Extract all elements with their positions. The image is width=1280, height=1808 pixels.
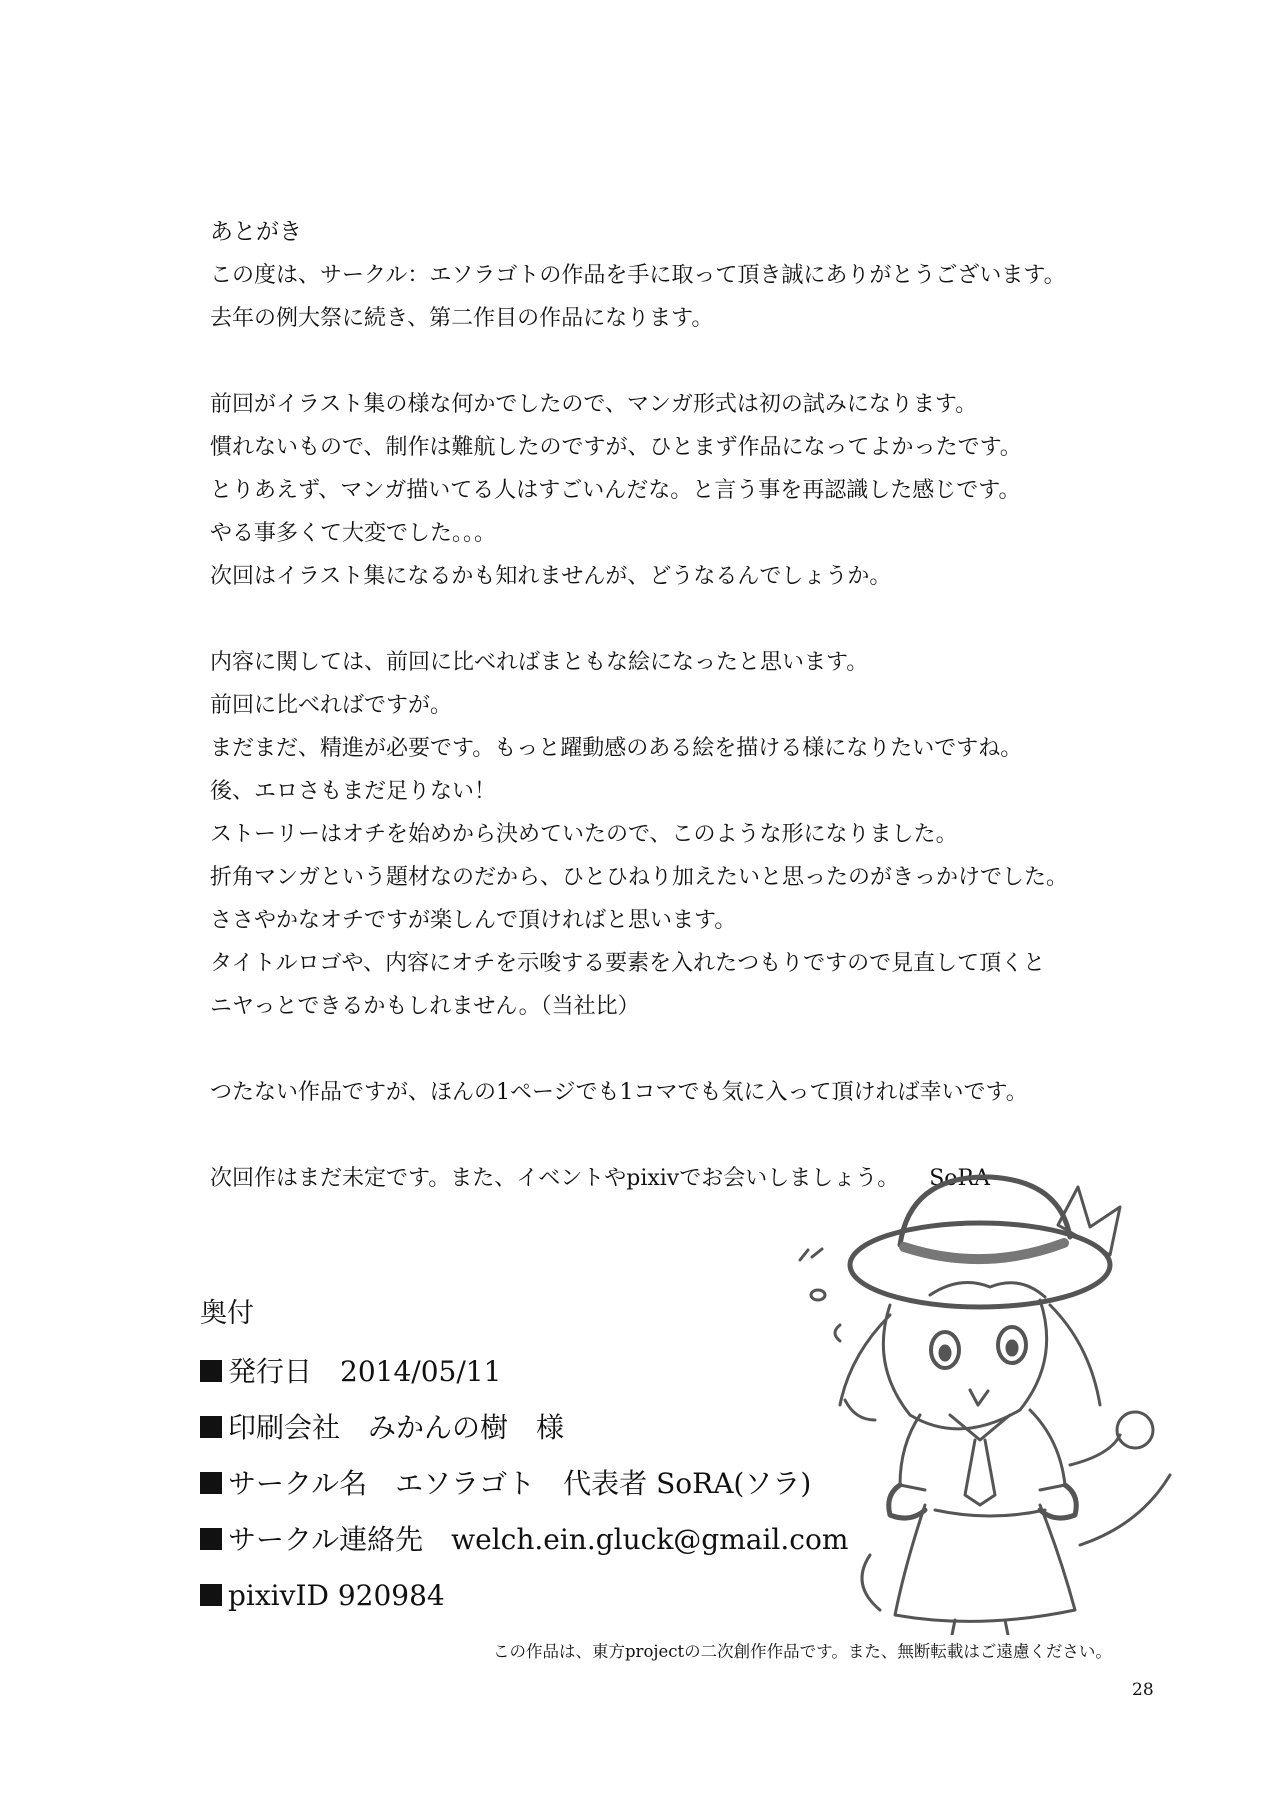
afterword-line: 去年の例大祭に続き、第二作目の作品になります。	[210, 306, 714, 331]
printer-value: みかんの樹 様	[368, 1411, 565, 1444]
square-bullet-icon	[200, 1360, 222, 1382]
square-bullet-icon	[200, 1528, 222, 1550]
publish-date-value: 2014/05/11	[340, 1355, 502, 1388]
contact-email[interactable]: welch.ein.gluck@gmail.com	[451, 1523, 849, 1556]
afterword-line: ストーリーはオチを始めから決めていたので、このような形になりました。	[210, 822, 958, 847]
afterword-title: あとがき	[210, 219, 302, 245]
afterword-line: この度は、サークル：エソラゴトの作品を手に取って頂き誠にありがとうございます。	[210, 263, 1066, 288]
paragraph-gap	[210, 1114, 1110, 1157]
circle-value: エソラゴト 代表者 SoRA(ソラ)	[395, 1467, 812, 1500]
afterword-line: 折角マンガという題材なのだから、ひとひねり加えたいと思ったのがきっかけでした。	[210, 865, 1069, 890]
afterword-line: まだまだ、精進が必要です。もっと躍動感のある絵を描ける様になりたいですね。	[210, 736, 1023, 761]
page-number: 28	[1132, 1680, 1154, 1700]
publish-date-label: 発行日	[228, 1355, 313, 1388]
afterword-line: とりあえず、マンガ描いてる人はすごいんだな。と言う事を再認識した感じです。	[210, 478, 1021, 503]
printer-label: 印刷会社	[228, 1411, 341, 1444]
colophon-title: 奥付	[200, 1298, 254, 1329]
author-signature: SoRA	[929, 1166, 991, 1191]
afterword-line: タイトルロゴや、内容にオチを示唆する要素を入れたつもりですので見直して頂くと	[210, 951, 1046, 976]
square-bullet-icon	[200, 1584, 222, 1606]
afterword-line: 前回がイラスト集の様な何かでしたので、マンガ形式は初の試みになります。	[210, 392, 978, 417]
paragraph-gap	[210, 1028, 1110, 1071]
square-bullet-icon	[200, 1472, 222, 1494]
pixiv-id: pixivID 920984	[228, 1579, 445, 1612]
chibi-character-sketch-icon	[780, 1165, 1220, 1635]
afterword-line: ささやかなオチですが楽しんで頂ければと思います。	[210, 908, 737, 933]
contact-label: サークル連絡先	[228, 1523, 424, 1556]
afterword-section	[210, 210, 1110, 1200]
circle-label: サークル名	[228, 1467, 368, 1500]
paragraph-gap	[210, 340, 1110, 383]
afterword-line: 前回に比べればですが。	[210, 693, 453, 718]
square-bullet-icon	[200, 1416, 222, 1438]
afterword-line: 後、エロさもまだ足りない！	[210, 779, 497, 804]
closing-text: 次回作はまだ未定です。また、イベントやpixivでお会いしましょう。	[210, 1166, 900, 1191]
afterword-line: 次回はイラスト集になるかも知れませんが、どうなるんでしょうか。	[210, 564, 892, 589]
afterword-line: 内容に関しては、前回に比べればまともな絵になったと思います。	[210, 650, 869, 675]
afterword-line: ニヤっとできるかもしれません。（当社比）	[210, 994, 640, 1019]
copyright-disclaimer: この作品は、東方projectの二次創作作品です。また、無断転載はご遠慮ください。	[493, 1642, 1112, 1661]
afterword-line: つたない作品ですが、ほんの1ページでも1コマでも気に入って頂ければ幸いです。	[210, 1080, 1028, 1105]
afterword-line: やる事多くて大変でした。。。	[210, 521, 497, 546]
afterword-line: 慣れないもので、制作は難航したのですが、ひとまず作品になってよかったです。	[210, 435, 1022, 460]
paragraph-gap	[210, 598, 1110, 641]
